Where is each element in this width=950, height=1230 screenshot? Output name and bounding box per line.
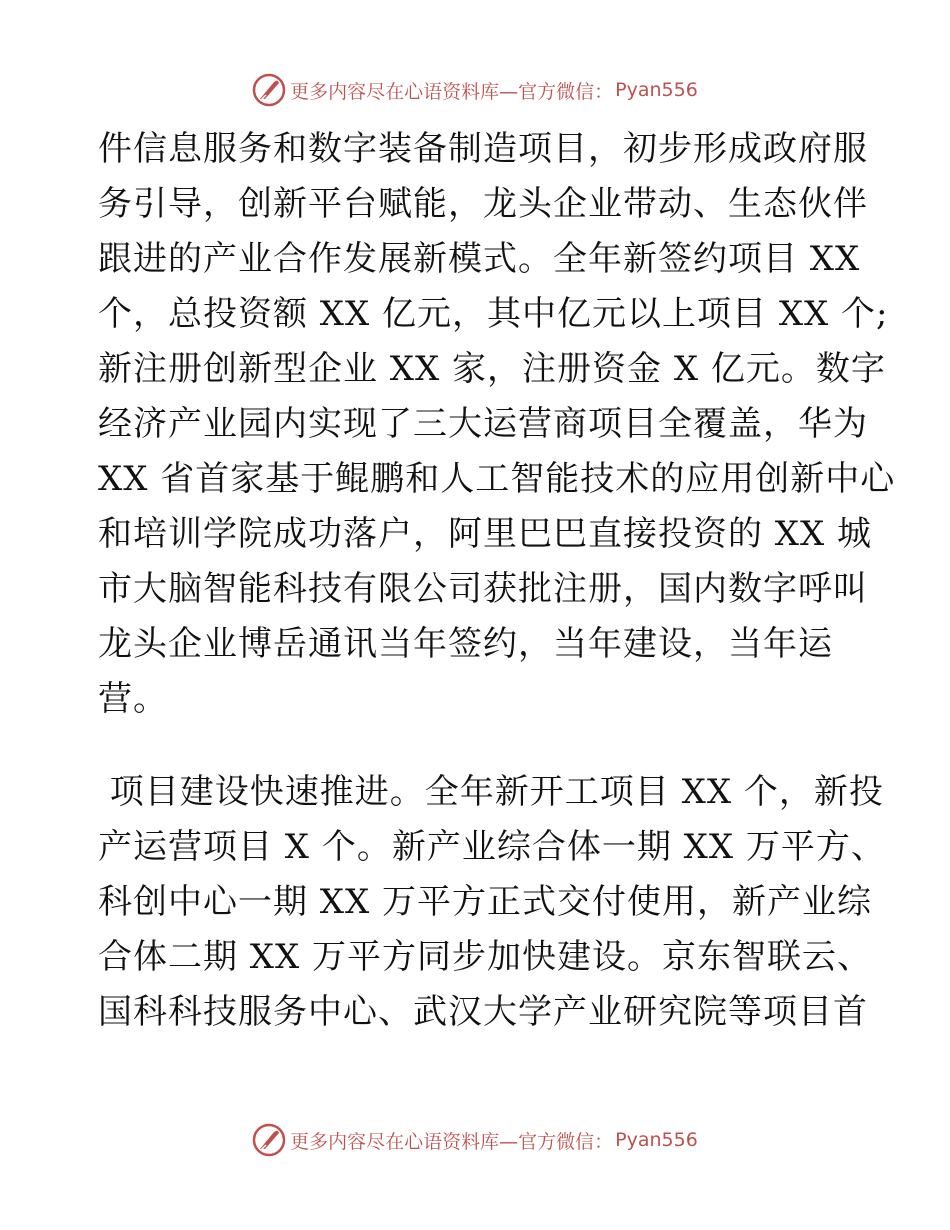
header-banner: [0, 70, 950, 110]
text-line: 新注册创新型企业 XX 家，注册资金 X 亿元。数字: [98, 349, 886, 389]
text-line: 市大脑智能科技有限公司获批注册，国内数字呼叫: [98, 569, 868, 609]
text-line: XX 省首家基于鲲鹏和人工智能技术的应用创新中心: [98, 459, 896, 499]
document-body: [98, 122, 896, 1040]
footer-wechat-id: Pyan556: [615, 1129, 698, 1151]
text-line: 个，总投资额 XX 亿元，其中亿元以上项目 XX 个;: [98, 294, 889, 334]
text-line: 经济产业园内实现了三大运营商项目全覆盖，华为: [98, 404, 868, 444]
text-line: 和培训学院成功落户，阿里巴巴直接投资的 XX 城: [98, 514, 873, 554]
header-banner-text: 更多内容尽在心语资料库—官方微信：: [290, 80, 614, 103]
text-line: 跟进的产业合作发展新模式。全年新签约项目 XX: [98, 239, 861, 279]
feather-pen-logo-icon: [252, 73, 286, 107]
text-line: 龙头企业博岳通讯当年签约，当年建设，当年运: [98, 624, 833, 664]
text-line: 营。: [98, 679, 168, 719]
footer-banner: [0, 1120, 950, 1160]
text-line: 项目建设快速推进。全年新开工项目 XX 个，新投: [98, 772, 884, 812]
text-line: 产运营项目 X 个。新产业综合体一期 XX 万平方、: [98, 827, 886, 867]
text-line: 务引导，创新平台赋能，龙头企业带动、生态伙伴: [98, 184, 868, 224]
feather-pen-logo-icon: [252, 1123, 286, 1157]
paragraph-spacer: [98, 727, 868, 765]
text-line: 国科科技服务中心、武汉大学产业研究院等项目首: [98, 992, 868, 1032]
text-line: 件信息服务和数字装备制造项目，初步形成政府服: [98, 129, 868, 169]
text-line: 科创中心一期 XX 万平方正式交付使用，新产业综: [98, 882, 873, 922]
paragraph-2: [98, 765, 886, 1040]
paragraph-1: [98, 122, 896, 727]
text-line: 合体二期 XX 万平方同步加快建设。京东智联云、: [98, 937, 873, 977]
footer-banner-text: 更多内容尽在心语资料库—官方微信：: [290, 1130, 614, 1153]
header-wechat-id: Pyan556: [615, 79, 698, 101]
